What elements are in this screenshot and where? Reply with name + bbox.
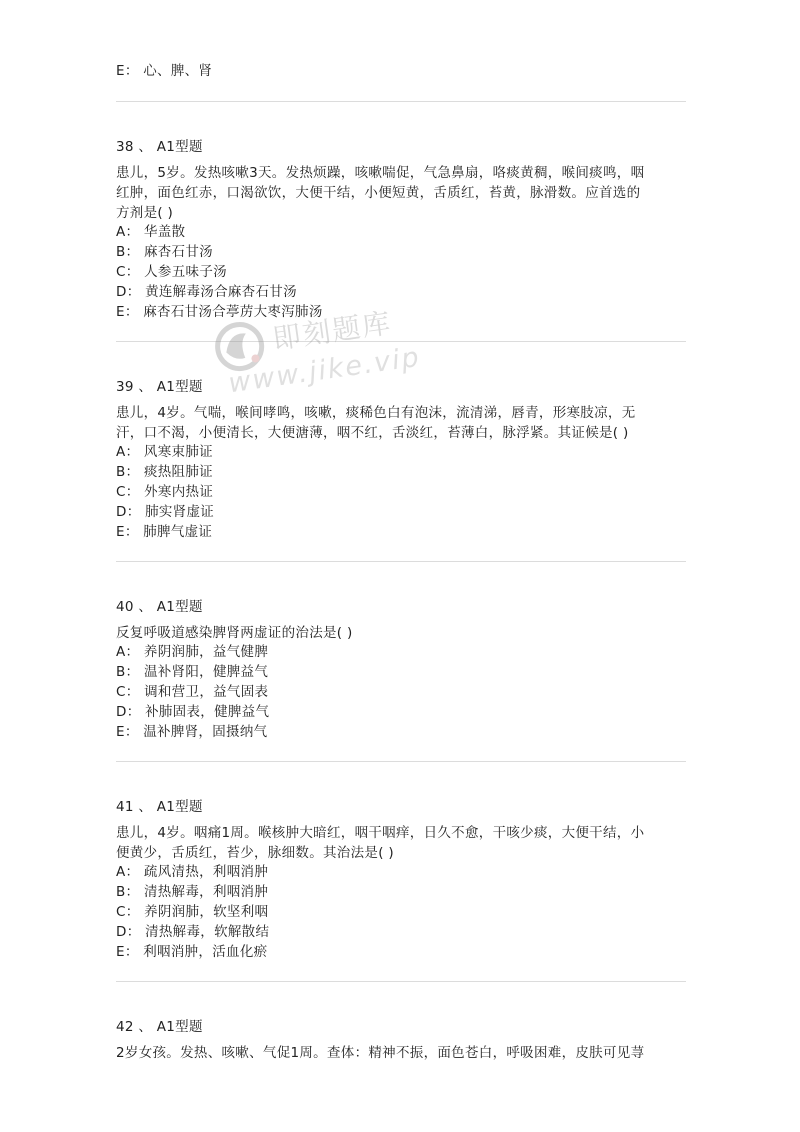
option-e[interactable]: E： 肺脾气虚证 bbox=[116, 524, 213, 540]
option-d[interactable]: D： 补肺固表，健脾益气 bbox=[116, 704, 270, 720]
option-e[interactable]: E： 麻杏石甘汤合葶苈大枣泻肺汤 bbox=[116, 304, 323, 320]
question-header: 39 、 A1型题 bbox=[116, 379, 203, 395]
watermark-url: www.jike.vip bbox=[226, 341, 423, 400]
option-a[interactable]: A： 疏风清热，利咽消肿 bbox=[116, 864, 269, 880]
divider bbox=[116, 761, 686, 762]
option-e[interactable]: E： 利咽消肿，活血化瘀 bbox=[116, 944, 268, 960]
question-stem-line: 患儿，4岁。咽痛1周。喉核肿大暗红，咽干咽痒，日久不愈，干咳少痰，大便干结，小 bbox=[116, 825, 645, 841]
question-stem-line: 患儿，5岁。发热咳嗽3天。发热烦躁，咳嗽喘促，气急鼻扇，咯痰黄稠，喉间痰鸣，咽 bbox=[116, 165, 645, 181]
question-stem-line: 2岁女孩。发热、咳嗽、气促1周。查体：精神不振，面色苍白，呼吸困难，皮肤可见荨 bbox=[116, 1045, 645, 1061]
option-a[interactable]: A： 风寒束肺证 bbox=[116, 444, 213, 460]
option-b[interactable]: B： 清热解毒，利咽消肿 bbox=[116, 884, 269, 900]
divider bbox=[116, 341, 686, 342]
prev-option-e: E： 心、脾、肾 bbox=[116, 63, 213, 79]
option-c[interactable]: C： 调和营卫，益气固表 bbox=[116, 684, 269, 700]
option-c[interactable]: C： 养阴润肺，软坚利咽 bbox=[116, 904, 269, 920]
option-c[interactable]: C： 外寒内热证 bbox=[116, 484, 214, 500]
question-stem-line: 方剂是( ) bbox=[116, 205, 174, 221]
option-a[interactable]: A： 养阴润肺，益气健脾 bbox=[116, 644, 269, 660]
divider bbox=[116, 101, 686, 102]
option-b[interactable]: B： 麻杏石甘汤 bbox=[116, 244, 213, 260]
jike-logo-icon bbox=[210, 317, 269, 376]
option-d[interactable]: D： 肺实肾虚证 bbox=[116, 504, 215, 520]
option-b[interactable]: B： 温补肾阳，健脾益气 bbox=[116, 664, 269, 680]
question-stem-line: 患儿，4岁。气喘，喉间哮鸣，咳嗽，痰稀色白有泡沫，流清涕，唇青，形寒肢凉，无 bbox=[116, 405, 636, 421]
question-header: 42 、 A1型题 bbox=[116, 1019, 203, 1035]
question-stem-line: 红肿，面色红赤，口渴欲饮，大便干结，小便短黄，舌质红，苔黄，脉滑数。应首选的 bbox=[116, 185, 641, 201]
option-e[interactable]: E： 温补脾肾，固摄纳气 bbox=[116, 724, 268, 740]
question-stem-line: 汗，口不渴，小便清长，大便溏薄，咽不红，舌淡红，苔薄白，脉浮紧。其证候是( ) bbox=[116, 425, 629, 441]
question-header: 41 、 A1型题 bbox=[116, 799, 203, 815]
option-b[interactable]: B： 痰热阻肺证 bbox=[116, 464, 213, 480]
watermark-brand: 即刻题库 bbox=[270, 306, 395, 356]
option-a[interactable]: A： 华盖散 bbox=[116, 224, 186, 240]
option-d[interactable]: D： 黄连解毒汤合麻杏石甘汤 bbox=[116, 284, 297, 300]
question-stem-line: 反复呼吸道感染脾肾两虚证的治法是( ) bbox=[116, 625, 353, 641]
question-header: 38 、 A1型题 bbox=[116, 139, 203, 155]
divider bbox=[116, 981, 686, 982]
divider bbox=[116, 561, 686, 562]
question-stem-line: 便黄少，舌质红，苔少，脉细数。其治法是( ) bbox=[116, 845, 394, 861]
option-c[interactable]: C： 人参五味子汤 bbox=[116, 264, 227, 280]
option-d[interactable]: D： 清热解毒，软解散结 bbox=[116, 924, 270, 940]
question-header: 40 、 A1型题 bbox=[116, 599, 203, 615]
